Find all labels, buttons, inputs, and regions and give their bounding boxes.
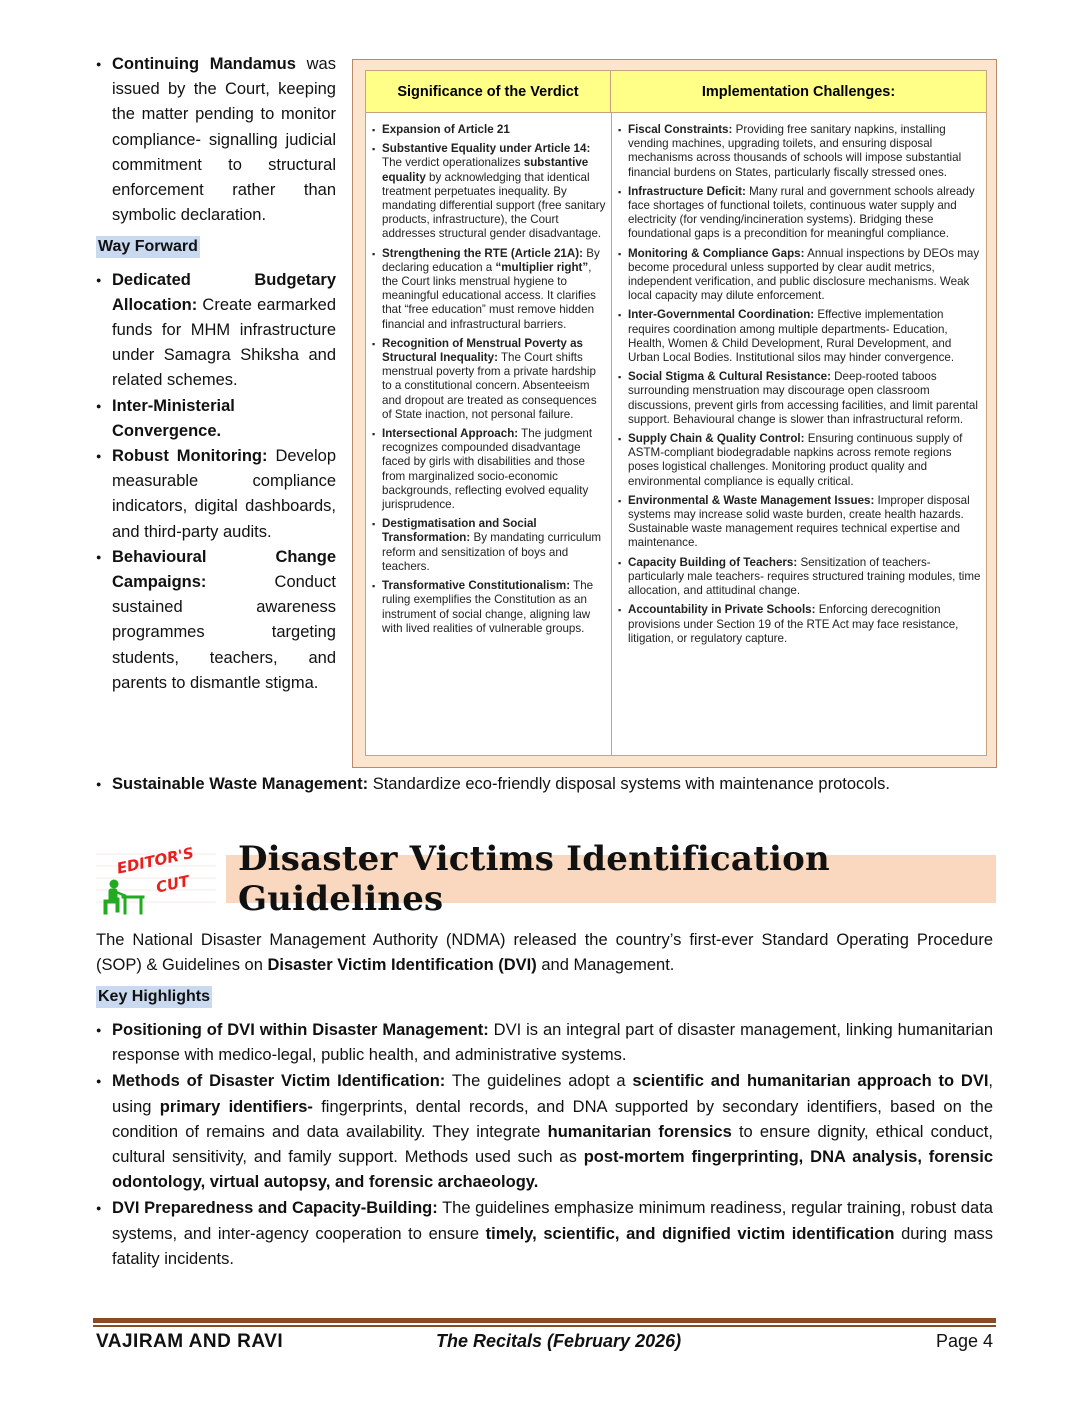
mandamus-list [96,52,336,228]
list-item: ● Continuing Mandamus was issued by the Court, keeping the matter pending to monitor compliance- signalling judicial commitment to structural enforcement rather than symbolic declaration. [96,52,336,228]
list-item: ● Positioning of DVI within Disaster Management: DVI is an integral part of disaster management, linking humanitarian response with medico-legal, public health, and administrative systems. [96,1018,993,1068]
list-item: ● DVI Preparedness and Capacity-Building: The guidelines emphasize minimum readiness, regular training, robust data systems, and inter-agency cooperation to ensure timely, scientific, and dignified victim identification during mass fatality incidents. [96,1196,993,1272]
verdict-table-frame [352,59,997,768]
article-title: Disaster Victims Identification Guidelines [238,839,830,919]
key-highlights-heading: Key Highlights [96,986,212,1008]
table-item: ▪ Social Stigma & Cultural Resistance: Deep-rooted taboos surrounding menstruation may discourage open classroom discussions, prevent girls from accessing facilities, and limit parental support. Behavioural change is slower than infrastructural reform. [616,370,982,427]
intro-paragraph: The National Disaster Management Authority (NDMA) released the country’s first-ever Standard Operating Procedure (SOP) & Guidelines on Disaster Victim Identification (DVI) and Management. [96,931,993,975]
way-forward-heading: Way Forward [96,236,200,258]
table-item: ▪ Substantive Equality under Article 14: The verdict operationalizes substantive equality by acknowledging that identical treatment perpetuates inequality. By mandating differential support (free sanitary products, infrastructure), the Court addresses structural gender disadvantage. [370,142,606,241]
table-item: ▪ Environmental & Waste Management Issues: Improper disposal systems may increase solid waste burden, create health hazards. Sustainable waste management requires technical expertise and maintenance. [616,494,982,551]
list-item: ● Methods of Disaster Victim Identification: The guidelines adopt a scientific and humanitarian approach to DVI, using primary identifiers- fingerprints, dental records, and DNA supported by secondary identifiers, based on the condition of remains and data availability. They integrate humanitarian forensics to ensure dignity, ethical conduct, cultural sensitivity, and family support. Methods used such as post-mortem fingerprinting, DNA analysis, forensic odontology, virtual autopsy, and forensic archaeology. [96,1069,993,1195]
page-footer [96,1331,993,1357]
table-header-challenges: Implementation Challenges: [611,71,986,113]
table-item: ▪ Capacity Building of Teachers: Sensitization of teachers- particularly male teachers- requires structured training modules, time allocation, and attitudinal change. [616,556,982,599]
footer-rule-thin [93,1325,996,1327]
table-item: ▪ Expansion of Article 21 [370,123,606,137]
footer-page-number: Page 4 [935,1331,993,1351]
table-header-significance: Significance of the Verdict [366,71,611,113]
footer-issue: The Recitals (February 2026) [436,1331,682,1351]
significance-column [370,123,606,641]
list-item: ● Behavioural Change Campaigns: Conduct sustained awareness programmes targeting students, teachers, and parents to dismantle stigma. [96,545,336,696]
editors-cut-badge [94,840,218,920]
editors-cut-icon [94,840,218,920]
footer-rule [93,1318,996,1323]
list-item: ● Robust Monitoring: Develop measurable compliance indicators, digital dashboards, and third-party audits. [96,444,336,545]
badge-line1: EDITOR'S [115,843,196,878]
key-highlights-list [96,1018,993,1273]
table-item: ▪ Infrastructure Deficit: Many rural and government schools already face shortages of functional toilets, continuous water supply and electricity (for vending/incineration systems). Bridging these foundational gaps is a precondition for meaningful compliance. [616,185,982,242]
verdict-table [365,70,987,756]
left-column [96,52,336,696]
footer-publisher: VAJIRAM AND RAVI [96,1331,284,1352]
badge-line2: CUT [154,871,191,897]
way-forward-list [96,268,336,696]
article-title-bar [226,839,996,919]
table-item: ▪ Accountability in Private Schools: Enforcing derecognition provisions under Section 19 of the RTE Act may face resistance, litigation, or regulatory capture. [616,603,982,646]
table-divider [611,113,612,755]
table-item: ▪ Intersectional Approach: The judgment recognizes compounded disadvantage faced by girls with disabilities and those from marginalized socio-economic backgrounds, reflecting evolved equality jurisprudence. [370,427,606,512]
table-item: ▪ Strengthening the RTE (Article 21A): By declaring education a “multiplier right”, the Court links menstrual hygiene to meaningful educational access. It clarifies that “free education” must remove hidden financial and infrastructural barriers. [370,247,606,332]
waste-management-list [96,772,996,797]
table-item: ▪ Inter-Governmental Coordination: Effective implementation requires coordination among multiple departments- Education, Health, Women & Child Development, Rural Development, and Urban Local Bodies. Institutional silos may hinder convergence. [616,308,982,365]
table-item: ▪ Monitoring & Compliance Gaps: Annual inspections by DEOs may become procedural unless supported by clear audit metrics, independent verification, and public disclosure mechanisms. Weak local capacity may dilute enforcement. [616,247,982,304]
table-item: ▪ Transformative Constitutionalism: The ruling exemplifies the Constitution as an instrument of social change, aligning law with lived realities of vulnerable groups. [370,579,606,636]
challenges-column [616,123,982,651]
list-item: ● Sustainable Waste Management: Standardize eco-friendly disposal systems with maintenance protocols. [96,772,996,797]
table-item: ▪ Fiscal Constraints: Providing free sanitary napkins, installing vending machines, upgrading toilets, and ensuring disposal mechanisms across thousands of schools will impose substantial financial burdens on States, particularly fiscally stressed ones. [616,123,982,180]
list-item: ● Inter-Ministerial Convergence. [96,394,336,444]
table-item: ▪ Supply Chain & Quality Control: Ensuring continuous supply of ASTM-compliant biodegradable napkins across remote regions poses logistical challenges. Monitoring product quality and environmental compliance is equally critical. [616,432,982,489]
list-item: ● Dedicated Budgetary Allocation: Create earmarked funds for MHM infrastructure under Samagra Shiksha and related schemes. [96,268,336,394]
table-item: ▪ Destigmatisation and Social Transformation: By mandating curriculum reform and sensitization of boys and teachers. [370,517,606,574]
table-item: ▪ Recognition of Menstrual Poverty as Structural Inequality: The Court shifts menstrual poverty from a private hardship to a constitutional concern. Absenteeism and dropout are treated as consequences of State inaction, not personal failure. [370,337,606,422]
